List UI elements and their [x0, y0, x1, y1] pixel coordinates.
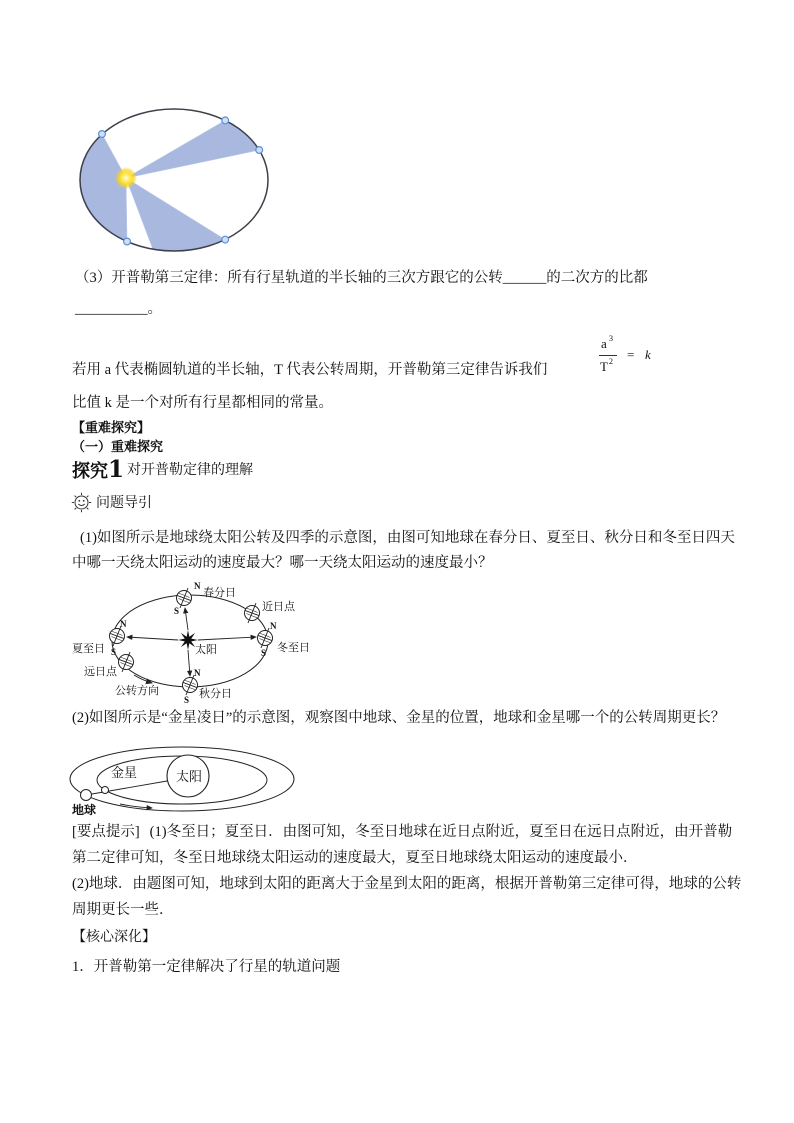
core-heading: 【核心深化】 — [72, 930, 156, 945]
formula-numerator-exponent: 3 — [609, 334, 613, 343]
label-earth: 地球 — [72, 803, 97, 817]
earth-icon — [183, 675, 198, 695]
kepler-third-law-statement — [75, 269, 648, 287]
fill-blank: __________ — [75, 301, 148, 317]
orbit-point — [256, 147, 263, 154]
kepler-third-law-continuation — [75, 300, 162, 318]
south-marker: S — [184, 695, 190, 705]
statement-end: 。 — [147, 301, 162, 317]
south-marker: S — [174, 606, 180, 616]
label-orbit-direction: 公转方向 — [115, 685, 159, 697]
earth-icon — [81, 790, 92, 801]
area-sector-bottom — [126, 178, 225, 251]
north-marker: N — [120, 619, 127, 629]
venus-transit-diagram — [60, 742, 310, 818]
formula-explanation-line2: 比值 k 是一个对所有行星都相同的常量。 — [72, 395, 333, 411]
formula-denominator: T — [600, 359, 608, 374]
south-marker: S — [261, 648, 267, 658]
hint-line1 — [72, 823, 732, 841]
label-perihelion: 近日点 — [262, 601, 295, 613]
core-item-1: 1．开普勒第一定律解决了行星的轨道问题 — [72, 959, 341, 975]
area-sector-left — [80, 134, 127, 242]
orbit-point — [222, 236, 229, 243]
question-1-line2: 中哪一天绕太阳运动的速度最大？哪一天绕太阳运动的速度最小？ — [72, 555, 493, 571]
orbit-point — [99, 131, 106, 138]
arrow-to-winter — [198, 637, 256, 640]
earth-icon — [119, 652, 134, 672]
orbit-direction-arrow — [120, 804, 152, 808]
guide-label: 问题导引 — [96, 496, 152, 511]
label-venus: 金星 — [111, 765, 138, 780]
hint-text: (1)冬至日；夏至日．由图可知，冬至日地球在近日点附近，夏至日在远日点附近，由开普勒 — [149, 824, 733, 840]
north-marker: N — [194, 581, 201, 591]
statement-prefix: （3）开普勒第三定律：所有行星轨道的半长轴的三次方跟它的公转 — [75, 270, 503, 286]
north-marker: N — [270, 621, 277, 631]
arrow-to-spring — [185, 608, 188, 630]
arrow-to-summer — [127, 637, 178, 640]
smiley-sun-icon — [71, 492, 92, 513]
formula-constant: k — [645, 347, 651, 362]
earth-icon — [258, 628, 273, 648]
label-spring-equinox: 春分日 — [203, 587, 236, 599]
venus-icon — [102, 787, 109, 794]
explore-word: 探究 — [72, 461, 108, 482]
explore-title: 对开普勒定律的理解 — [127, 463, 253, 478]
explore-heading — [72, 457, 124, 486]
explore-number: 1 — [108, 456, 125, 483]
formula-numerator: a — [601, 336, 607, 351]
hint-line2: 第二定律可知，冬至日地球绕太阳运动的速度最大，夏至日地球绕太阳运动的速度最小． — [72, 850, 638, 866]
orbit-direction-arrow — [134, 675, 152, 683]
fill-blank: ______ — [502, 270, 547, 286]
hint-label: [要点提示] — [72, 824, 140, 840]
statement-suffix: 的二次方的比都 — [546, 270, 648, 286]
south-marker: S — [111, 647, 117, 657]
orbit-point — [124, 238, 131, 245]
orbit-point — [222, 117, 229, 124]
question-2: (2)如图所示是“金星凌日”的示意图，观察图中地球、金星的位置，地球和金星哪一个的公转周期更长？ — [72, 710, 726, 726]
label-sun: 太阳 — [195, 644, 217, 656]
hint-line4: 周期更长一些． — [72, 902, 174, 918]
fraction-bar — [599, 355, 617, 356]
arrow-to-autumn — [188, 650, 190, 676]
section-heading: 【重难探究】 — [72, 421, 151, 436]
earth-icon — [177, 588, 192, 608]
label-autumn-equinox: 秋分日 — [199, 688, 232, 700]
label-sun: 太阳 — [176, 769, 203, 784]
earth-orbit-diagram — [60, 575, 330, 705]
formula-equals: = — [627, 347, 635, 362]
label-aphelion: 远日点 — [84, 666, 117, 678]
sun-icon — [115, 167, 137, 189]
kepler-area-diagram — [60, 100, 290, 260]
north-marker: N — [194, 668, 201, 678]
label-summer-solstice: 夏至日 — [72, 643, 105, 655]
label-winter-solstice: 冬至日 — [277, 642, 310, 654]
hint-line3: (2)地球．由题图可知，地球到太阳的距离大于金星到太阳的距离，根据开普勒第三定律可得，地球的公转 — [72, 876, 742, 892]
question-1-line1: (1)如图所示是地球绕太阳公转及四季的示意图，由图可知地球在春分日、夏至日、秋分日和冬至日四天 — [80, 530, 735, 546]
earth-icon — [245, 603, 260, 623]
formula-denominator-exponent: 2 — [609, 357, 613, 366]
section-subheading: （一）重难探究 — [72, 440, 164, 455]
formula-explanation-line1: 若用 a 代表椭圆轨道的半长轴，T 代表公转周期，开普勒第三定律告诉我们 — [72, 362, 548, 378]
